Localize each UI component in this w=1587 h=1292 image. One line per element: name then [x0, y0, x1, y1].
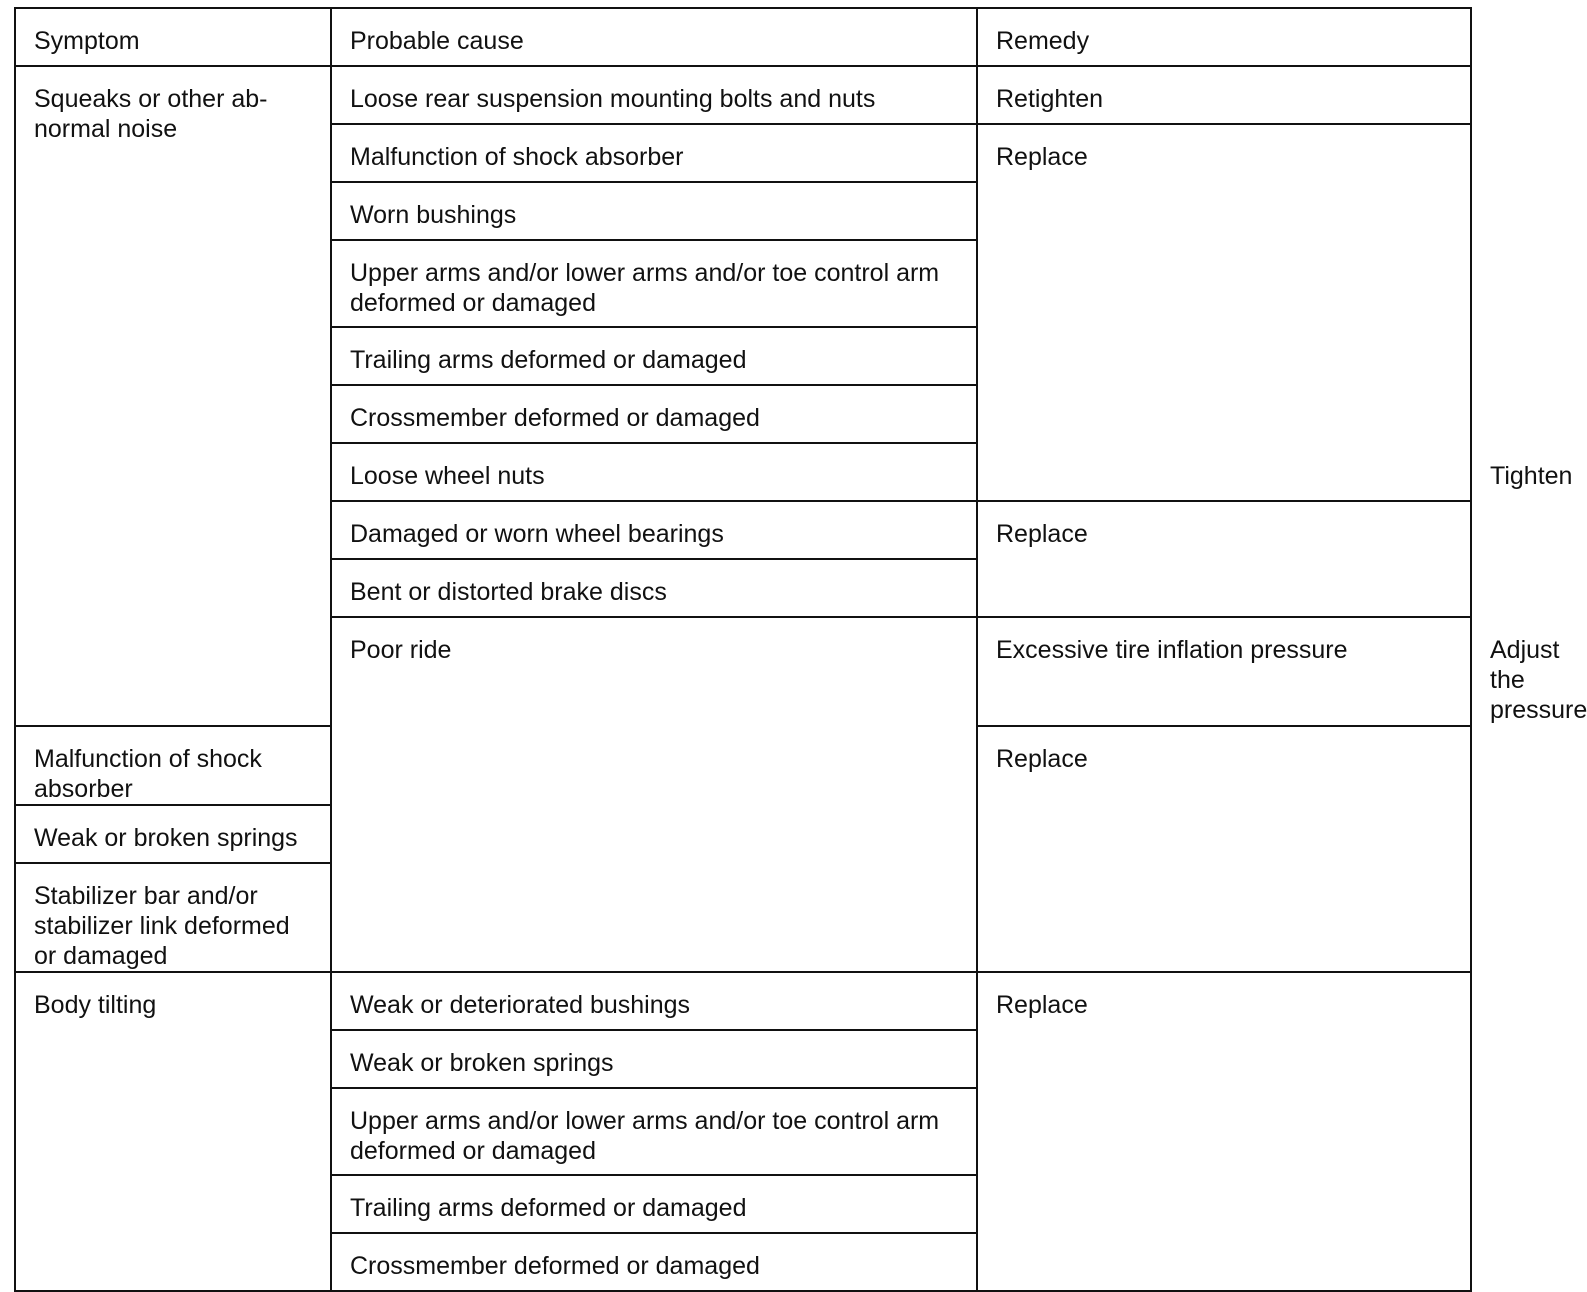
symptom-label: normal noise — [34, 115, 178, 143]
header-remedy: Remedy — [977, 8, 1471, 66]
cause-cell: Loose rear suspension mounting bolts and nuts — [331, 66, 977, 124]
remedy-cell: Replace — [977, 501, 1471, 617]
table-row — [15, 972, 1471, 1030]
cause-cell: Weak or broken springs — [331, 1030, 977, 1088]
troubleshooting-table — [14, 7, 1587, 1292]
cause-cell: Malfunction of shock absorber — [331, 124, 977, 182]
cause-cell: Malfunction of shock absorber — [15, 726, 331, 805]
cause-cell: Upper arms and/or lower arms and/or toe control arm deformed or damaged — [331, 1088, 977, 1175]
cause-cell: Crossmember deformed or damaged — [331, 1233, 977, 1291]
cause-cell: Loose wheel nuts — [331, 443, 977, 501]
cause-cell: Stabilizer bar and/or stabilizer link deformed or damaged — [15, 863, 331, 972]
cause-cell: Worn bushings — [331, 182, 977, 240]
table-row: Loose wheel nuts Tighten — [15, 443, 1471, 501]
symptom-cell — [15, 66, 331, 726]
cause-cell: Weak or deteriorated bushings — [331, 972, 977, 1030]
header-probable-cause: Probable cause — [331, 8, 977, 66]
cause-cell: Damaged or worn wheel bearings — [331, 501, 977, 559]
cause-cell: Trailing arms deformed or damaged — [331, 327, 977, 385]
table-row — [15, 66, 1471, 124]
header-symptom: Symptom — [15, 8, 331, 66]
table-row: Poor ride Excessive tire inflation pressure Adjust the pressure — [15, 617, 1471, 726]
cause-cell: Weak or broken springs — [15, 805, 331, 863]
cause-cell: Crossmember deformed or damaged — [331, 385, 977, 443]
symptom-cell: Poor ride — [331, 617, 977, 972]
remedy-cell: Retighten — [977, 66, 1471, 124]
symptom-label: Squeaks or other ab- — [34, 85, 268, 113]
cause-cell: Trailing arms deformed or damaged — [331, 1175, 977, 1233]
remedy-cell: Replace — [977, 972, 1471, 1291]
remedy-cell: Replace — [977, 726, 1471, 972]
cause-cell: Upper arms and/or lower arms and/or toe control arm deformed or damaged — [331, 240, 977, 327]
cause-cell: Bent or distorted brake discs — [331, 559, 977, 617]
remedy-cell: Replace — [977, 124, 1471, 501]
symptom-cell: Body tilting — [15, 972, 331, 1291]
header-row — [15, 8, 1471, 66]
cause-cell: Excessive tire inflation pressure — [977, 617, 1471, 726]
